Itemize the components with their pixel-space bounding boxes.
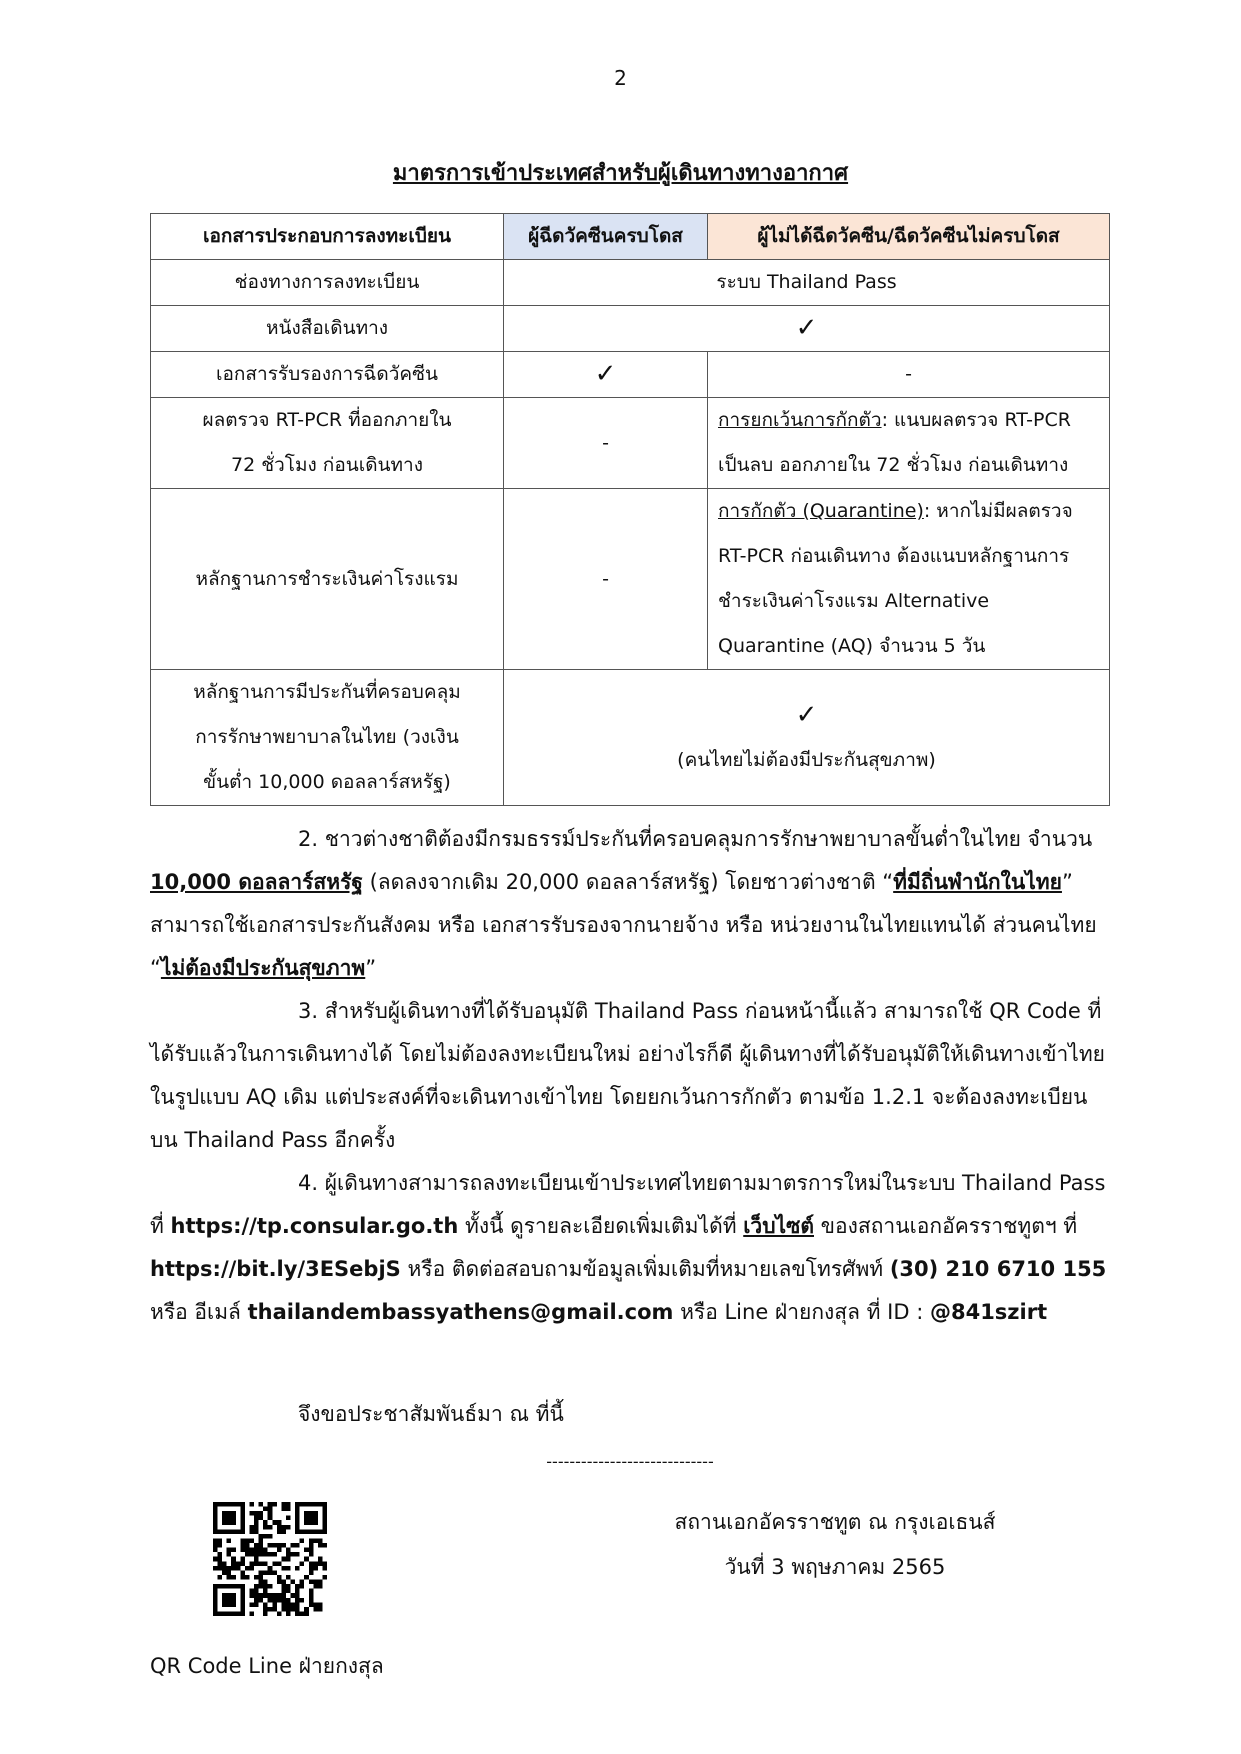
thailand-pass-link[interactable]: https://tp.consular.go.th [170,1214,459,1238]
row-label-passport: หนังสือเดินทาง [151,306,504,352]
rtpcr-text2: เป็นลบ ออกภายใน 72 ชั่วโมง ก่อนเดินทาง [718,454,1069,476]
para4-text: ทั้งนี้ ดูรายละเอียดเพิ่มเติมได้ที่ [458,1214,744,1238]
qr-code-icon[interactable] [213,1502,327,1616]
header-vaccinated: ผู้ฉีดวัคซีนครบโดส [504,214,708,260]
para2-residents: ที่มีถิ่นพำนักในไทย [893,870,1062,894]
paragraph-2 [150,818,1110,990]
signature-block [620,1500,1050,1590]
table-header-row [151,214,1110,260]
row-label-rtpcr [151,398,504,489]
paragraph-4 [150,1162,1110,1334]
insurance-note: (คนไทยไม่ต้องมีประกันสุขภาพ) [677,748,936,771]
divider: ----------------------------- [546,1452,714,1471]
para3-text: 3. สำหรับผู้เดินทางที่ได้รับอนุมัติ Thailand Pass ก่อนหน้านี้แล้ว สามารถใช้ QR Code ที่ได้รับแล้วในการเดินทางได้ โดยไม่ต้องลงทะเบียนใหม่ อย่างไรก็ดี ผู้เดินทางที่ได้รับอนุมัติให้เดินทางเข้าไทยในรูปแบบ AQ เดิม แต่ประสงค์ที่จะเดินทางเข้าไทย โดยยกเว้นการกักตัว ตามข้อ 1.2.1 จะต้องลงทะเบียนบน Thailand Pass อีกครั้ง [150,999,1105,1152]
phone-number: (30) 210 6710 155 [889,1257,1107,1281]
para4-text: 4. ผู้เดินทางสามารถลงทะเบียนเข้าประเทศไทยตามมาตรการใหม่ในระบบ Thailand Pass ที่ [150,1171,1106,1238]
page-number: 2 [614,66,627,90]
paragraph-3 [150,990,1110,1162]
table-row [151,670,1110,806]
signature-date: วันที่ 3 พฤษภาคม 2565 [724,1555,946,1579]
table-row [151,352,1110,398]
quarantine-heading: การกักตัว (Quarantine) [718,500,924,522]
dash-cell: - [504,489,708,670]
insurance-label-line3: ขั้นต่ำ 10,000 ดอลลาร์สหรัฐ) [203,771,451,793]
embassy-short-link[interactable]: https://bit.ly/3ESebjS [150,1257,401,1281]
row-label-vaccine-cert: เอกสารรับรองการฉีดวัคซีน [151,352,504,398]
quarantine-exemption-heading: การยกเว้นการกักตัว [718,409,882,431]
check-mark-icon: ✓ [504,306,1110,352]
dash-cell: - [504,398,708,489]
insurance-label-line1: หลักฐานการมีประกันที่ครอบคลุม [193,681,461,703]
para4-text: ของสถานเอกอัครราชทูตฯ ที่ [814,1214,1078,1238]
table-row [151,489,1110,670]
email-address[interactable]: thailandembassyathens@gmail.com [247,1300,674,1324]
qr-code-label: QR Code Line ฝ่ายกงสุล [150,1654,384,1678]
header-unvaccinated: ผู้ไม่ได้ฉีดวัคซีน/ฉีดวัคซีนไม่ครบโดส [708,214,1110,260]
para2-amount: 10,000 ดอลลาร์สหรัฐ [150,870,363,894]
insurance-value-cell [504,670,1110,806]
para4-text: หรือ Line ฝ่ายกงสุล ที่ ID : [673,1300,930,1324]
entry-measures-table [150,213,1110,806]
insurance-label-line2: การรักษาพยาบาลในไทย (วงเงิน [195,726,459,748]
para4-text: หรือ ติดต่อสอบถามข้อมูลเพิ่มเติมที่หมายเลขโทรศัพท์ [400,1257,890,1281]
hotel-text2: RT-PCR ก่อนเดินทาง ต้องแนบหลักฐานการ [718,545,1070,567]
table-row [151,260,1110,306]
page-title: มาตรการเข้าประเทศสำหรับผู้เดินทางทางอากาศ [392,161,849,186]
para2-text: 2. ชาวต่างชาติต้องมีกรมธรรม์ประกันที่ครอบคลุมการรักษาพยาบาลขั้นต่ำในไทย จำนวน [298,827,1093,851]
para2-text: ” สามารถใช้เอกสารประกันสังคม หรือ เอกสารรับรองจากนายจ้าง หรือ หน่วยงานในไทยแทนได้ ส่วนคนไทย “ [150,870,1097,980]
rtpcr-text1: : แนบผลตรวจ RT-PCR [881,409,1071,431]
hotel-text1: : หากไม่มีผลตรวจ [923,500,1073,522]
channel-value: ระบบ Thailand Pass [504,260,1110,306]
check-mark-icon: ✓ [504,352,708,398]
row-label-insurance [151,670,504,806]
para2-text: (ลดลงจากเดิม 20,000 ดอลลาร์สหรัฐ) โดยชาวต่างชาติ “ [362,870,894,894]
row-label-channel: ช่องทางการลงทะเบียน [151,260,504,306]
rtpcr-label-line2: 72 ชั่วโมง ก่อนเดินทาง [230,454,424,476]
signature-org: สถานเอกอัครราชทูต ณ กรุงเอเธนส์ [674,1510,996,1534]
check-mark-icon: ✓ [795,699,818,730]
hotel-unvaccinated-cell [708,489,1110,670]
hotel-text4: Quarantine (AQ) จำนวน 5 วัน [718,635,986,657]
rtpcr-unvaccinated-cell [708,398,1110,489]
rtpcr-label-line1: ผลตรวจ RT-PCR ที่ออกภายใน [202,409,452,431]
website-link[interactable]: เว็บไซต์ [743,1214,814,1238]
header-documents: เอกสารประกอบการลงทะเบียน [151,214,504,260]
line-id: @841szirt [929,1300,1048,1324]
closing-statement: จึงขอประชาสัมพันธ์มา ณ ที่นี้ [298,1402,564,1426]
para2-no-insurance: ไม่ต้องมีประกันสุขภาพ [160,956,366,980]
para2-text: ” [365,956,377,980]
row-label-hotel: หลักฐานการชำระเงินค่าโรงแรม [151,489,504,670]
para4-text: หรือ อีเมล์ [150,1300,248,1324]
table-row [151,306,1110,352]
dash-cell: - [708,352,1110,398]
hotel-text3: ชำระเงินค่าโรงแรม Alternative [718,590,990,612]
table-row [151,398,1110,489]
